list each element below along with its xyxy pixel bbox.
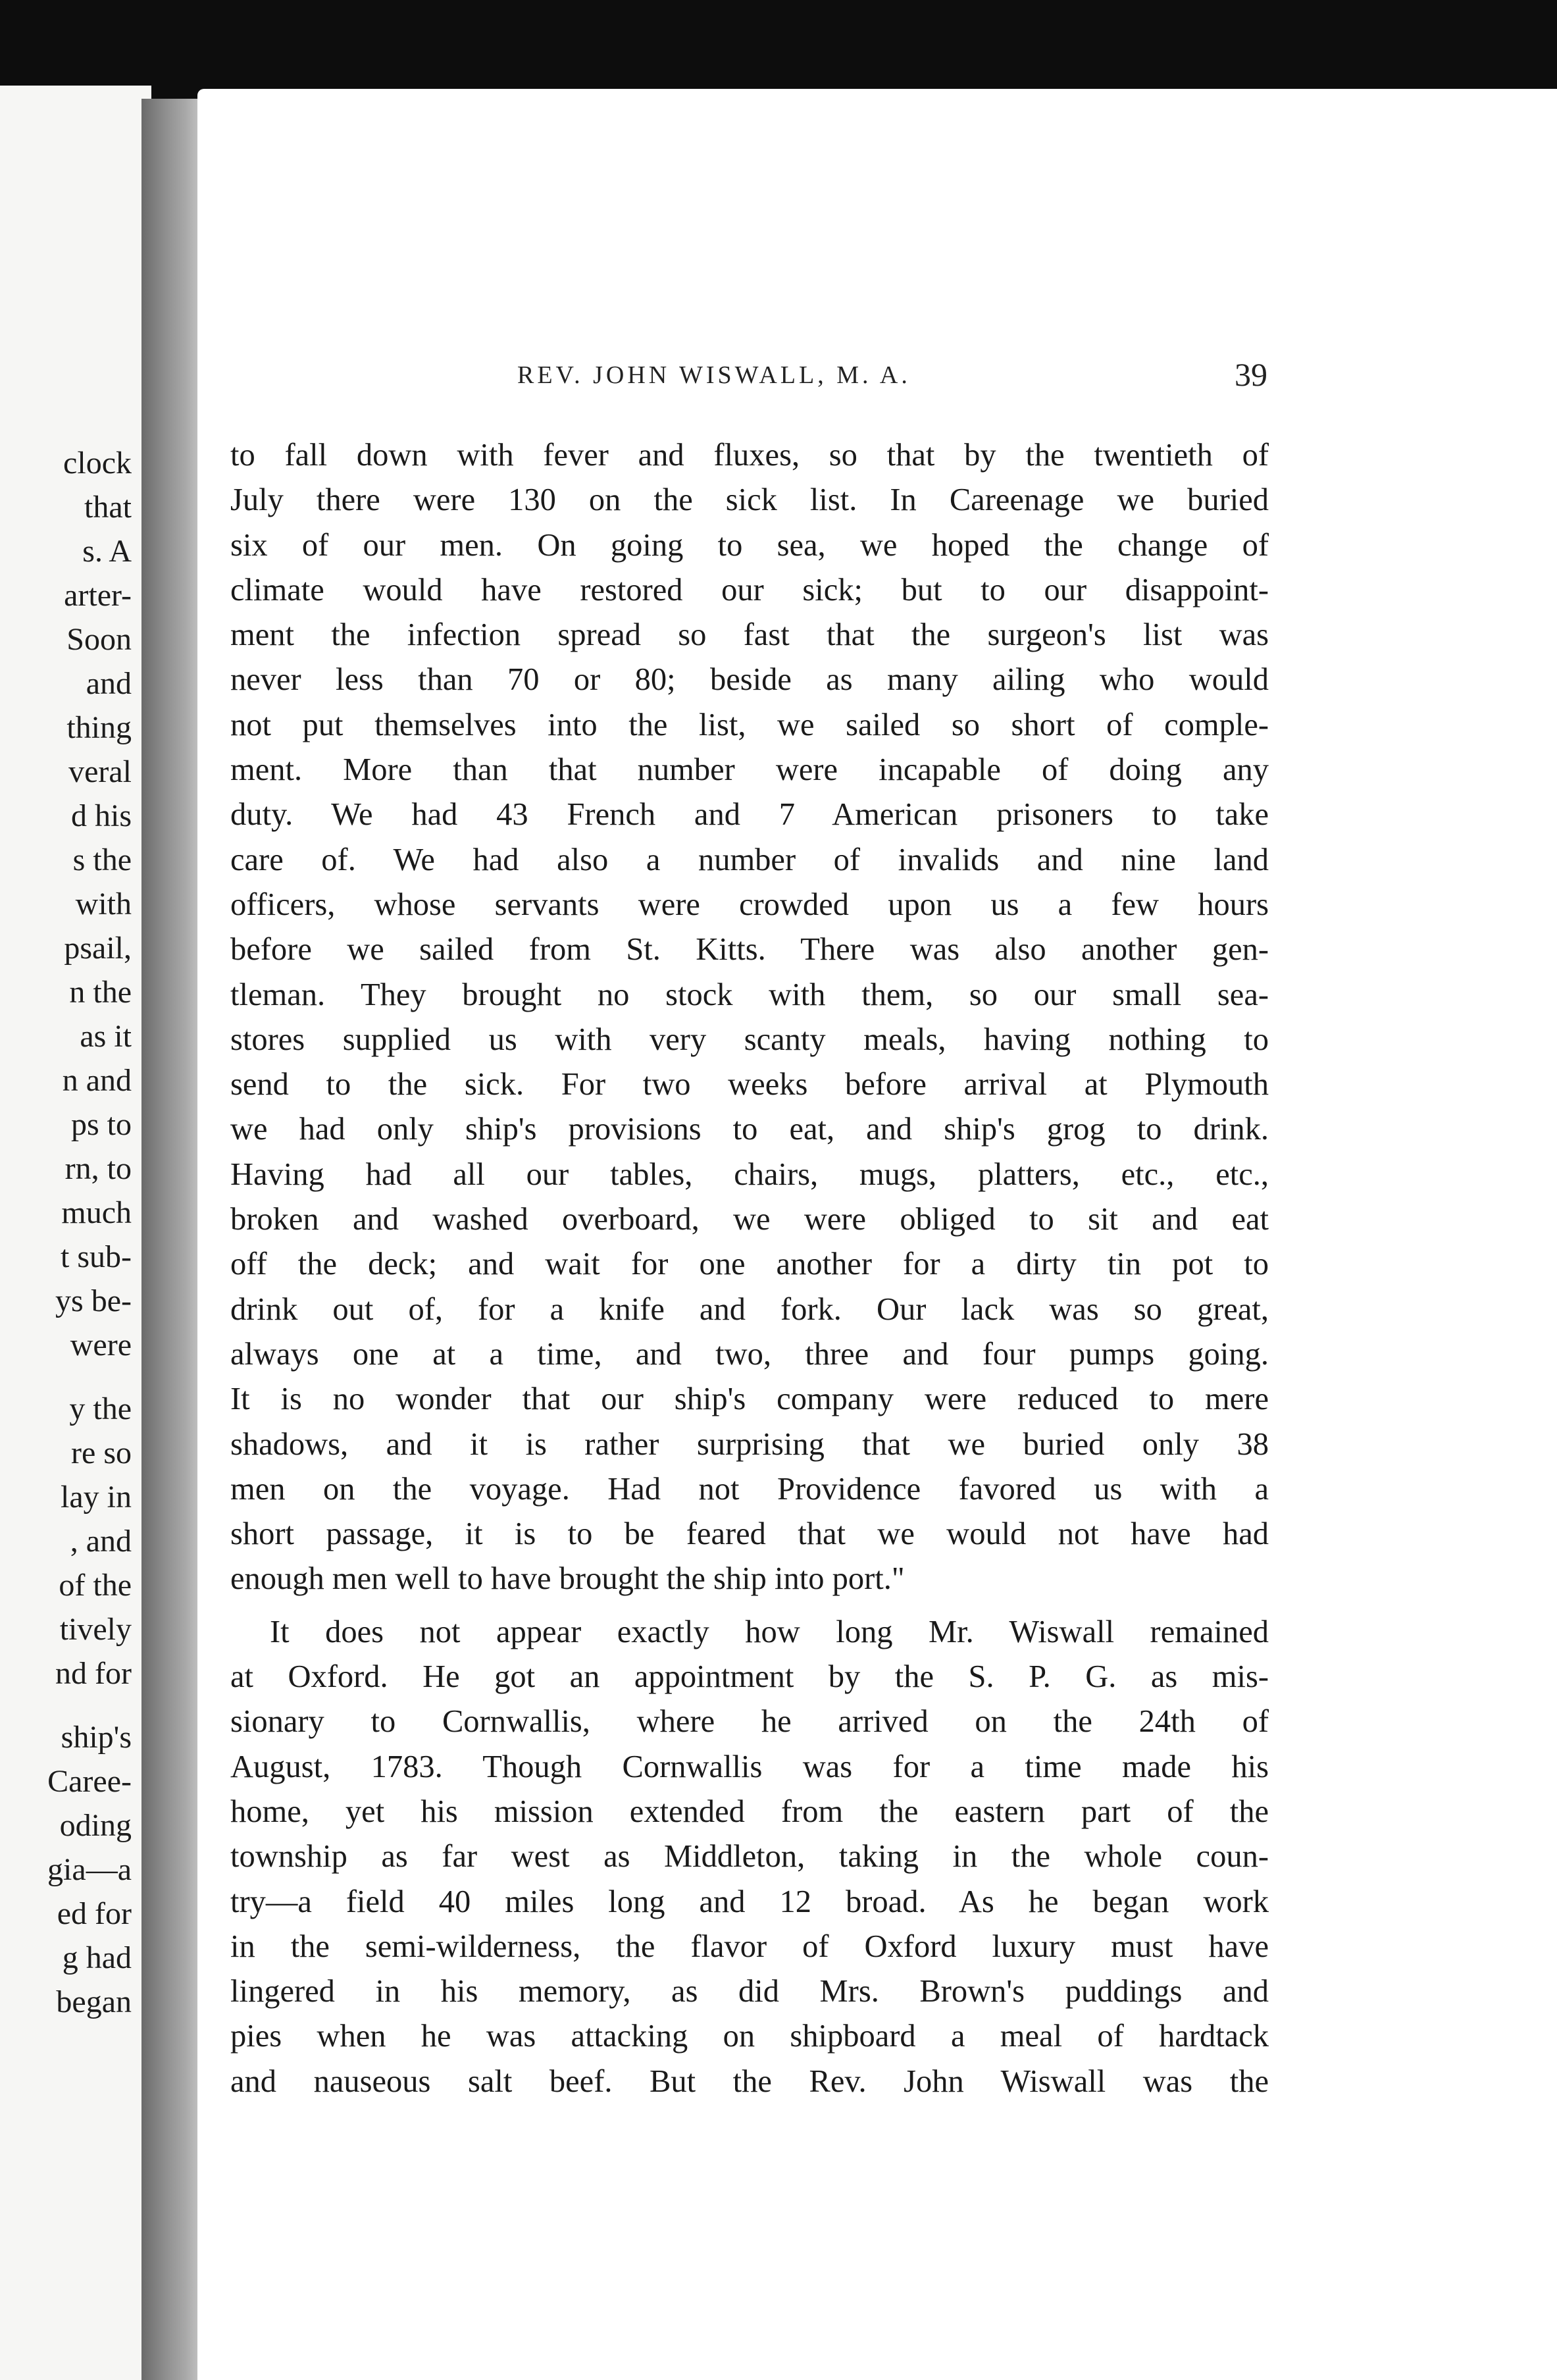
text-line: before we sailed from St. Kitts. There was also another gen- — [230, 932, 1269, 968]
facing-page-line: tively — [59, 1612, 132, 1647]
facing-page-line: thing — [66, 710, 132, 745]
text-line: enough men well to have brought the ship into port." — [230, 1561, 905, 1597]
page-number: 39 — [1235, 356, 1267, 393]
facing-page-line: oding — [59, 1808, 132, 1843]
facing-page-line: d his — [70, 798, 132, 833]
text-line: drink out of, for a knife and fork. Our lack was so great, — [230, 1291, 1269, 1327]
facing-page-left — [0, 86, 151, 2380]
text-line: send to the sick. For two weeks before arrival at Plymouth — [230, 1067, 1269, 1102]
facing-page-line: t sub- — [61, 1239, 132, 1274]
text-line: off the deck; and wait for one another for a dirty tin pot to — [230, 1247, 1269, 1282]
text-line: July there were 130 on the sick list. In Careenage we buried — [230, 482, 1269, 518]
text-line: always one at a time, and two, three and four pumps going. — [230, 1336, 1269, 1372]
text-line: pies when he was attacking on shipboard a meal of hardtack — [230, 2019, 1269, 2054]
body-text — [230, 433, 1269, 2104]
facing-page-line: were — [70, 1328, 132, 1362]
text-line: sionary to Cornwallis, where he arrived on the 24th of — [230, 1704, 1269, 1740]
facing-page-line: as it — [80, 1019, 132, 1054]
text-line: to fall down with fever and fluxes, so that by the twentieth of — [230, 438, 1269, 473]
facing-page-line: began — [56, 1984, 132, 2019]
page-header — [320, 356, 1267, 400]
facing-page-line: clock — [63, 446, 132, 480]
text-line: stores supplied us with very scanty meals, having nothing to — [230, 1022, 1269, 1057]
text-line: short passage, it is to be feared that we would not have had — [230, 1516, 1269, 1552]
text-line: not put themselves into the list, we sailed so short of comple- — [230, 707, 1269, 742]
text-line: we had only ship's provisions to eat, and ship's grog to drink. — [230, 1112, 1269, 1147]
text-line: six of our men. On going to sea, we hoped the change of — [230, 527, 1269, 563]
text-line: men on the voyage. Had not Providence favored us with a — [230, 1471, 1269, 1507]
facing-page-line: veral — [68, 754, 132, 789]
running-head: REV. JOHN WISWALL, M. A. — [517, 361, 911, 389]
facing-page-line: Caree- — [47, 1764, 132, 1799]
facing-page-line: y the — [69, 1391, 132, 1426]
paragraph-gap — [230, 1602, 1269, 1610]
facing-page-line: gia—a — [47, 1852, 132, 1887]
text-line: climate would have restored our sick; but to our disappoint- — [230, 572, 1269, 608]
facing-page-line: ys be- — [55, 1283, 132, 1318]
text-line: August, 1783. Though Cornwallis was for a time made his — [230, 1749, 1269, 1784]
facing-page-line: s. A — [82, 534, 132, 569]
text-line: try—a field 40 miles long and 12 broad. As he began work — [230, 1884, 1269, 1919]
paragraph-1 — [230, 433, 1269, 1602]
facing-page-line: much — [61, 1195, 132, 1230]
text-line: shadows, and it is rather surprising that we buried only 38 — [230, 1426, 1269, 1462]
facing-page-line: ship's — [61, 1720, 132, 1755]
facing-page-line: with — [75, 887, 132, 921]
text-line: ment the infection spread so fast that the surgeon's list was — [230, 617, 1269, 653]
facing-page-line: ps to — [70, 1107, 132, 1142]
facing-page-line: nd for — [55, 1656, 132, 1691]
facing-page-line: and — [86, 666, 132, 701]
text-line: Having had all our tables, chairs, mugs, platters, etc., etc., — [230, 1156, 1269, 1192]
facing-page-line: that — [84, 490, 132, 525]
text-line: broken and washed overboard, we were obliged to sit and eat — [230, 1202, 1269, 1237]
text-line: officers, whose servants were crowded upon us a few hours — [230, 887, 1269, 922]
text-line: It is no wonder that our ship's company were reduced to mere — [230, 1382, 1269, 1417]
facing-page-line: n the — [69, 975, 132, 1010]
text-line: home, yet his mission extended from the eastern part of the — [230, 1794, 1269, 1829]
text-line: in the semi-wilderness, the flavor of Oxford luxury must have — [230, 1928, 1269, 1964]
facing-page-line: , and — [70, 1524, 132, 1559]
facing-page-line: n and — [62, 1063, 132, 1098]
text-line: It does not appear exactly how long Mr. Wiswall remained — [270, 1614, 1269, 1649]
facing-page-line: psail, — [64, 931, 132, 966]
scanner-background — [0, 0, 1557, 99]
text-line: and nauseous salt beef. But the Rev. John Wiswall was the — [230, 2063, 1269, 2099]
facing-page-line: g had — [62, 1940, 132, 1975]
text-line: care of. We had also a number of invalids and nine land — [230, 842, 1269, 877]
facing-page-line: Soon — [66, 622, 132, 657]
paragraph-2 — [230, 1610, 1269, 2104]
text-line: township as far west as Middleton, taking in the whole coun- — [230, 1839, 1269, 1875]
text-line: duty. We had 43 French and 7 American prisoners to take — [230, 797, 1269, 833]
text-line: tleman. They brought no stock with them, so our small sea- — [230, 977, 1269, 1012]
facing-page-line: of the — [59, 1568, 132, 1603]
text-line: never less than 70 or 80; beside as many ailing who would — [230, 662, 1269, 698]
facing-page-line: lay in — [61, 1480, 132, 1514]
text-line: lingered in his memory, as did Mrs. Brown's puddings and — [230, 1974, 1269, 2009]
text-line: at Oxford. He got an appointment by the S. P. G. as mis- — [230, 1659, 1269, 1695]
facing-page-line: ed for — [57, 1896, 132, 1931]
facing-page-line: arter- — [64, 578, 132, 613]
facing-page-line: rn, to — [64, 1151, 132, 1186]
facing-page-line: s the — [72, 842, 132, 877]
book-gutter-shadow — [141, 99, 204, 2380]
text-line: ment. More than that number were incapable of doing any — [230, 752, 1269, 788]
facing-page-text — [0, 441, 132, 2024]
facing-page-line: re so — [71, 1436, 132, 1470]
